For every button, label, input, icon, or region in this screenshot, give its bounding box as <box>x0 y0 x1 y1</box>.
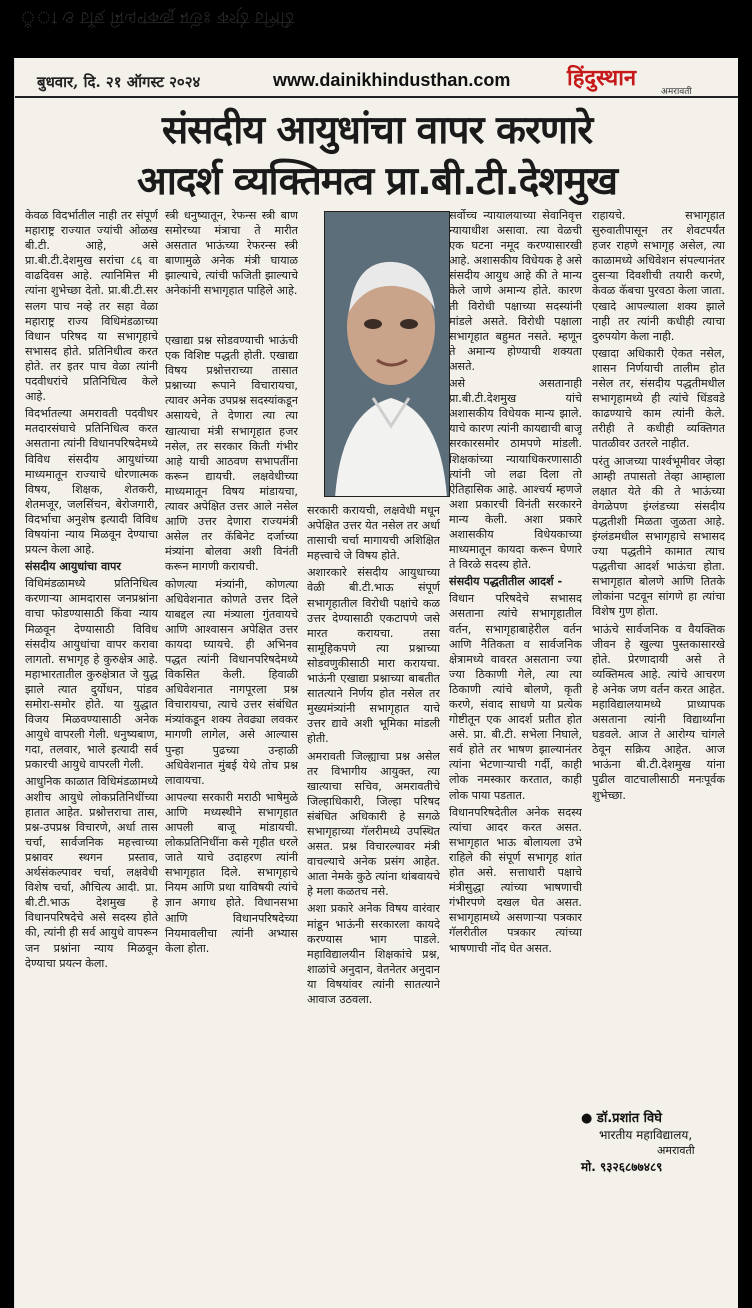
portrait-photo <box>324 211 450 497</box>
paragraph: कोणत्या मंत्र्यांनी, कोणत्या अधिवेशनात कोणते उत्तर दिले याबद्दल त्या मंत्र्याला गुंतवायचे आणि आश्वासन अपेक्षित उत्तर कायदा घ्यायचे. ही अभिनव पद्धत त्यांनी विधानपरिषदेमध्ये विकसित केली. हिवाळी अधिवेशनात नागपूरला प्रश्न विचारायचा, त्याचे उत्तर संबंधित मंत्र्यांकडून शक्य तेवढ्या लवकर मागणी लागेल, असे आल्यास पुन्हा पुढच्या उन्हाळी अधिवेशनात मुंबई येथे तोच प्रश्न लावायचा. <box>165 577 298 787</box>
paragraph: अमरावती जिल्ह्याचा प्रश्न असेल तर विभागीय आयुक्त, त्या खात्याचा सचिव, अमरावतीचे जिल्हाधिकारी, जिल्हा परिषद संबंधित अधिकारी हे सगळे सभागृहाच्या गॅलरीमध्ये उपस्थित असत. प्रश्न विचारल्यावर मंत्री वाचल्याचे अनेक प्रसंग आहेत. आता नेमके कुठे त्यांना थांबवायचे हे मला कळतच नसे. <box>307 749 440 899</box>
paragraph: आपल्या सरकारी मराठी भाषेमुळे आणि मध्यस्थीने सभागृहात आपली बाजू मांडायची. लोकप्रतिनिधींना कसे गृहीत धरले जाते याचे उदाहरण त्यांनी सभागृहात दिले. सभागृहाचे नियम आणि प्रथा याविषयी त्यांचे ज्ञान अगाध होते. विधानसभा आणि विधानपरिषदेच्या नियमावलीचा त्यांनी अभ्यास केला होता. <box>165 790 298 955</box>
paragraph: विधान परिषदेचे सभासद असताना त्यांचे सभागृहातील वर्तन, सभागृहाबाहेरील वर्तन आणि नैतिकता व सार्वजनिक क्षेत्रामध्ये वावरत असताना ज्या ज्या ठिकाणी गेले, त्या त्या ठिकाणी त्यांचे बोलणे, कृती करणे, संवाद साधणे या प्रत्येक गोष्टीतून एक आदर्श प्रतीत होत असे. प्रा. बी.टी. सभेला निघाले, सर्व होते तर भाषण झाल्यानंतर त्यांना भेटणाऱ्याची गर्दी, काही लोक नमस्कार करतात, काही लोक पाया पडतात. <box>449 592 582 802</box>
edition-city: अमरावती <box>661 87 692 97</box>
masthead <box>15 58 738 98</box>
paragraph: अशा प्रकारे अनेक विषय वारंवार मांडून भाऊंनी सरकारला कायदे करण्यास भाग पाडले. महाविद्यालयीन शिक्षकांचे प्रश्न, शाळांचे अनुदान, वेतनेतर अनुदान या विषयांवर त्यांनी सातत्याने आवाज उठवला. <box>307 902 440 1006</box>
website-url: www.dainikhindusthan.com <box>273 70 511 90</box>
paragraph: एखादा अधिकारी ऐकत नसेल, शासन निर्णयाची तालीम होत नसेल तर, संसदीय पद्धतीमधील सभागृहामध्ये ही त्यांचे धिंडवडे काढण्याचे काम त्यांनी केले. तरीही ते कधीही व्यक्तिगत पातळीवर उतरले नाहीत. <box>592 346 725 451</box>
newspaper-logo: हिंदुस्थान <box>567 66 637 91</box>
paragraph: भाऊंचे सार्वजनिक व वैयक्तिक जीवन हे खुल्या पुस्तकासारखे होते. प्रेरणादायी असे ते व्यक्तिमत्व आहे. त्यांचे आचरण हे अनेक जण वर्तन करत आहेत. महाविद्यालयामध्ये प्राध्यापक असताना त्यांनी विद्यार्थ्यांना घडवले. आज ते आरोग्य चांगले ठेवून सक्रिय आहेत. आज भाऊंना बी.टी.देशमुख यांना पुढील वाटचालीसाठी मनःपूर्वक शुभेच्छा. <box>592 622 725 802</box>
paragraph: स्त्री धनुष्यातून, रेफन्स स्त्री बाण समोरच्या मंत्राचा ते मारीत असतात भाऊंच्या रेफरन्स स्त्री बाणामुळे अनेक मंत्री घायाळ झाल्याचे, त्यांची फजिती झाल्याचे अनेकांनी सभागृहात पाहिले आहे. <box>165 209 298 298</box>
headline-line-2: आदर्श व्यक्तिमत्व प्रा.बी.टी.देशमुख <box>136 159 618 204</box>
paragraph: सर्वोच्च न्यायालयाच्या सेवानिवृत्त न्यायाधीश असावा. त्या वेळची एक घटना नमूद करण्यासारखी आहे. अशासकीय विधेयक हे असे संसदीय आयुध आहे की ते मान्य केले जाणे अमान्य होते. कारण ती विरोधी पक्षाच्या सदस्यांनी मांडले असते. विरोधी पक्षाला सभागृहात बहुमत नसते. म्हणून ते अमान्य होण्याची शक्यता असते. <box>449 209 582 373</box>
paragraph: विधानपरिषदेतील अनेक सदस्य त्यांचा आदर करत असत. सभागृहात भाऊ बोलायला उभे राहिले की संपूर्ण सभागृह शांत होत असे. सत्ताधारी पक्षाचे मंत्रीसुद्धा त्यांच्या भाषणाची गंभीरपणे दखल घेत असत. सभागृहामध्ये असणाऱ्या पत्रकार गॅलरीतील पत्रकार त्यांच्या भाषणाची नोंद घेत असत. <box>449 805 582 955</box>
paragraph: सरकारी करायची, लक्षवेधी मधून अपेक्षित उत्तर येत नसेल तर अर्धा तासाची चर्चा मागायची अशिक्षित महत्त्वाचे जे विषय होते. <box>307 504 440 563</box>
column-2 <box>165 333 298 1308</box>
author-signature <box>581 1108 731 1175</box>
portrait-illustration <box>325 212 450 497</box>
author-institution: भारतीय महाविद्यालय, <box>599 1128 693 1142</box>
paragraph: अशारकारे संसदीय आयुधाच्या वेळी बी.टी.भाऊ संपूर्ण सभागृहातील विरोधी पक्षांचे कळ उत्तर देण्यासाठी एकटापणे जसे मारत करायचा. तसा सामूहिकपणे त्या प्रश्नाच्या सोडवणुकीसाठी मारा करायचा. भाऊंनी एखाद्या प्रश्नाच्या बाबतीत सातत्याने निर्णय होत नसेल तर मुख्यमंत्र्यांनी सभागृहात याचे उत्तर द्यावे अशी भूमिका मांडली होती. <box>307 566 440 746</box>
mirrored-text: ঁা ও চাঁছ মিএণকজু মউঃ কগ্ঠ চপিঠি <box>20 7 295 27</box>
paragraph: असे असतानाही प्रा.बी.टी.देशमुख यांचे अशासकीय विधेयक मान्य झाले. याचे कारण त्यांनी कायद्याची बाजू सरकारसमोर ठामपणे मांडली. शिक्षकांच्या न्यायाधिकरणासाठी त्यांनी जो लढा दिला तो ऐतिहासिक आहे. आश्चर्य म्हणजे अशा प्रकारची विनंती सरकारने मान्य केली. अशा प्रकारे अशासकीय विधेयकाच्या माध्यमातून कायदा करून घेणारे ते विरळे सदस्य होते. <box>449 377 582 572</box>
column-4 <box>449 208 582 1308</box>
article-headline <box>15 106 738 208</box>
paragraph: परंतु आजच्या पार्श्वभूमीवर जेव्हा आम्ही तपासतो तेव्हा आम्हाला लक्षात येते की ते भाऊंच्या वेगळेपण इंग्लंडच्या संसदीय पद्धतीशी मिळता जुळता आहे. इंग्लंडमधील सभागृहाचे सभासद ज्या पद्धतीने कामात त्याच पद्धतीचा आदर्श भाऊंचा होता. सभागृहात बोलणे आणि तितके लोकांना पटवून सांगणे हा त्यांचा विशेष गुण होता. <box>592 454 725 619</box>
newspaper-page <box>14 58 738 1308</box>
subheading: संसदीय आयुधांचा वापर <box>25 560 121 574</box>
paragraph: केवळ विदर्भातील नाही तर संपूर्ण महाराष्ट्र राज्यात ज्यांची ओळख बी.टी. आहे, असे प्रा.बी.टी.देशमुख सरांचा ८६ वा वाढदिवस आहे. त्यानिमित्त मी त्यांना शुभेच्छा देतो. प्रा.बी.टी.सर सलग पाच नव्हे तर सहा वेळा महाराष्ट्र राज्य विधिमंडळाच्या विधान परिषद या सभागृहाचे सभासद होते. प्रतिनिधीत्व करत होते. तर इतर पाच वेळा त्यांनी पदवीधरांचे प्रतिनिधित्व केले आहे. <box>25 209 158 404</box>
phone-top-bar <box>0 0 752 58</box>
paragraph: विदर्भातल्या अमरावती पदवीधर मतदारसंघाचे प्रतिनिधित्व करत असताना त्यांनी विधानपरिषदेमध्ये विविध संसदीय आयुधांच्या माध्यमातून राज्याचे धोरणात्मक विषय, शिक्षक, शेतकरी, शेतमजूर, जलसिंचन, बेरोजगारी, विदर्भाचा अनुशेष इत्यादी विविध विषयांना न्याय मिळवून देण्याचा प्रयत्न केला आहे. <box>25 407 158 557</box>
column-2-top <box>165 208 298 328</box>
column-1 <box>25 208 158 1308</box>
paragraph: विधिमंडळामध्ये प्रतिनिधित्व करणाऱ्या आमदारास जनप्रश्नांना वाचा फोडण्यासाठी किंवा न्याय मिळवून देण्यासाठी विविध संसदीय आयुधांचा वापर करावा लागतो. सभागृह हे कुरुक्षेत्र आहे. महाभारतातील कुरुक्षेत्रात जे युद्ध झाले त्यात दुर्योधन, पांडव समोरा-समोर होते. या युद्धात विजय मिळवण्यासाठी अनेक आयुधे वापरली गेली. धनुष्यबाण, गदा, तलवार, भाले इत्यादी सर्व प्रकारची आयुधे वापरली गेली. <box>25 577 158 772</box>
paragraph: राहायचे. सभागृहात सुरुवातीपासून तर शेवटपर्यंत हजर राहणे सभागृह असेल, त्या काळामध्ये अधिवेशन संपल्यानंतर दुसऱ्या दिवशीची तयारी करणे, केवळ कॅबचा पुरवठा केला जाता. एखादे आपल्याला शक्य झाले नाही तर त्यांनी कधीही त्याचा दुरुपयोग केला नाही. <box>592 209 725 343</box>
paragraph: एखाद्या प्रश्न सोडवण्याची भाऊंची एक विशिष्ट पद्धती होती. एखाद्या विषय प्रश्नोत्तराच्या तासात प्रश्नाच्या रूपाने विचारायचा, त्यावर अनेक उपप्रश्न सदस्यांकडून असायचे, ते देणारा त्या त्या खात्याचा मंत्री सभागृहात हजर नसेल, तर सरकार किती गंभीर आहे याची आठवण सभापतींना करून द्यायची. लक्षवेधीच्या माध्यमातून विषय मांडायचा, त्यावर अपेक्षित उत्तर आले नसेल आणि उत्तर देणारा राज्यमंत्री असेल तर कॅबिनेट दर्जाच्या मंत्र्यांना बोलवा अशी विनंती करून मागणी करायची. <box>165 334 298 574</box>
author-phone: मो. ९३२६८७७४८९ <box>581 1160 663 1174</box>
subheading: संसदीय पद्धतीतील आदर्श - <box>449 575 563 589</box>
column-5 <box>592 208 725 1243</box>
paragraph: आधुनिक काळात विधिमंडळामध्ये अशीच आयुधे लोकप्रतिनिधींच्या हातात आहेत. प्रश्नोत्तराचा तास, प्रश्न-उपप्रश्न विचारणे, अर्धा तास चर्चा, सार्वजनिक महत्त्वाच्या प्रश्नावर स्थगन प्रस्ताव, अर्थसंकल्पावर चर्चा, लक्षवेधी विशेष चर्चा, औचित्य आदी. प्रा. बी.टी.भाऊ देशमुख हे विधानपरिषदेचे असे सदस्य होते की, त्यांनी ही सर्व आयुधे वापरून जन प्रश्नांना न्याय मिळवून देण्याचा प्रयत्न केला. <box>25 775 158 970</box>
column-3 <box>307 503 440 1308</box>
issue-date: बुधवार, दि. २१ ऑगस्ट २०२४ <box>37 73 201 91</box>
author-city: अमरावती <box>657 1144 695 1157</box>
headline-line-1: संसदीय आयुधांचा वापर करणारे <box>161 108 593 153</box>
author-name: ● डॉ.प्रशांत विघे <box>581 1111 662 1126</box>
